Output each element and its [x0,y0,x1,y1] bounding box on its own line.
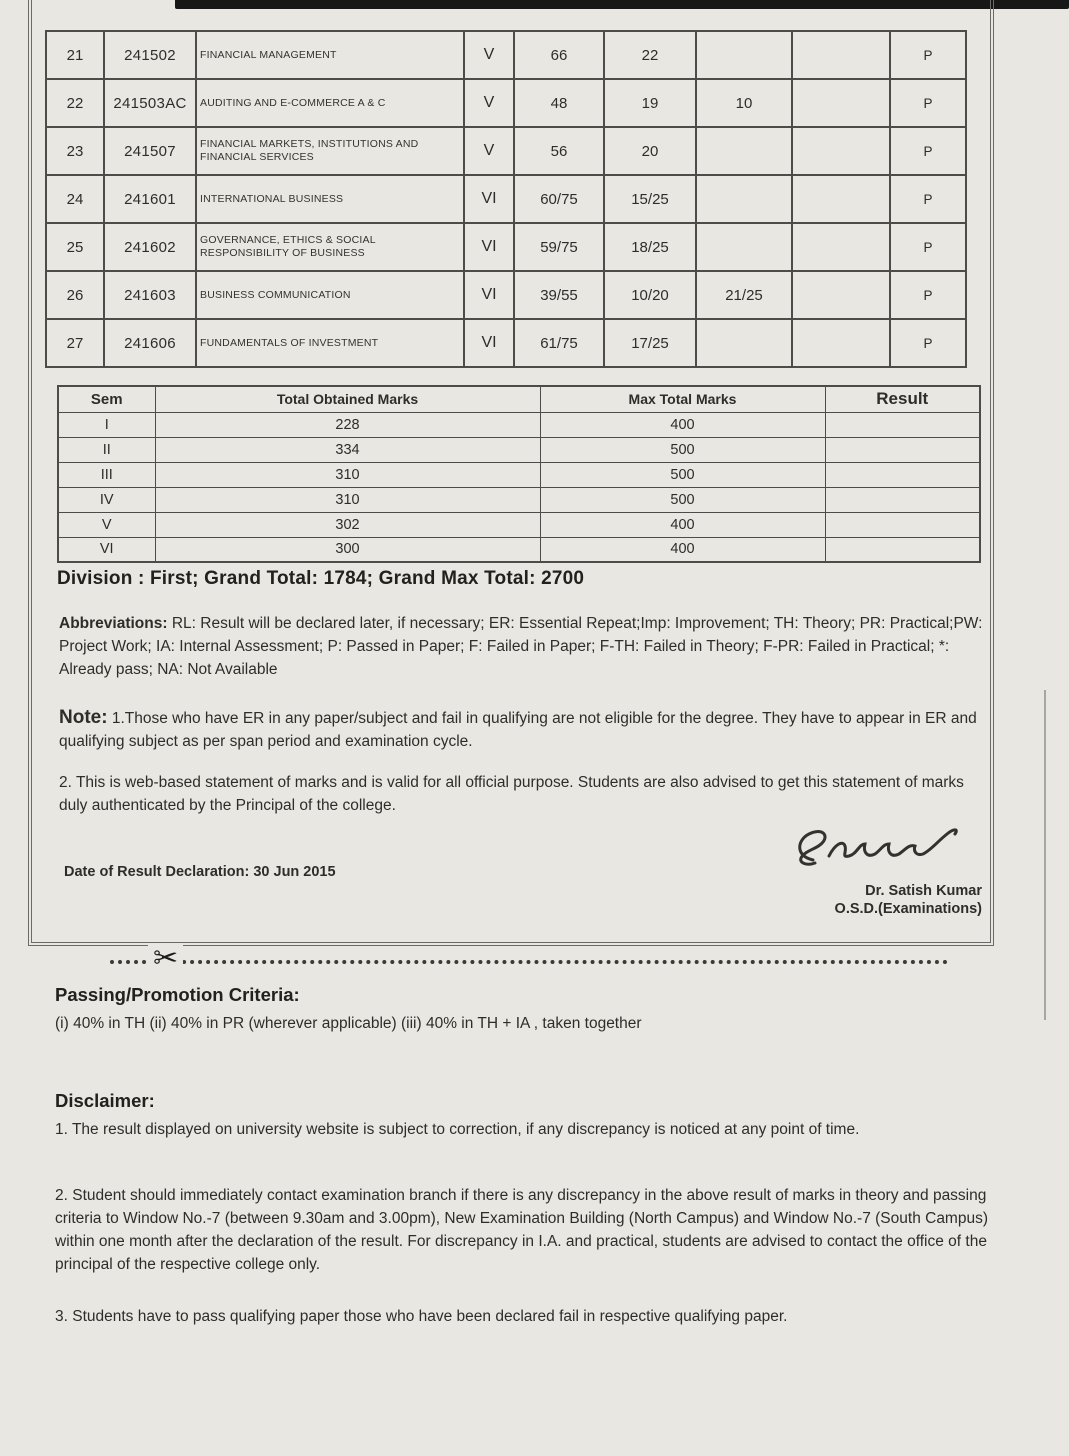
sem-cell: VI [58,537,155,562]
passing-criteria-heading: Passing/Promotion Criteria: [55,984,300,1005]
paper-name-cell: INTERNATIONAL BUSINESS [196,175,464,223]
extra-marks-cell [792,127,890,175]
ia-marks-cell: 20 [604,127,696,175]
paper-code-cell: 241602 [104,223,196,271]
extra-marks-cell [792,271,890,319]
table-row [46,79,966,127]
disclaimer-item-2: 2. Student should immediately contact examination branch if there is any discrepancy in the above result of marks in theory and passing criteria to Window No.-7 (between 9.30am and 3.00pm), New Examination Building (North Campus) and Window No.-7 (South Campus) within one month after the declaration of the result. For discrepancy in I.A. and practical, students are advised to contact the office of the principal of the respective college only. [55,1187,988,1273]
semester-cell: V [464,79,514,127]
table-row [46,127,966,175]
paper-code-cell: 241603 [104,271,196,319]
practical-marks-cell [696,175,792,223]
obtained-cell: 302 [155,512,540,537]
obtained-cell: 228 [155,412,540,437]
summary-row [58,512,980,537]
sem-cell: V [58,512,155,537]
note-label: Note: [59,707,108,728]
paper-code-cell: 241502 [104,31,196,79]
result-cell [825,537,980,562]
theory-marks-cell: 48 [514,79,604,127]
sem-cell: I [58,412,155,437]
max-cell: 500 [540,487,825,512]
result-cell [825,512,980,537]
obtained-cell: 300 [155,537,540,562]
serial-cell: 25 [46,223,104,271]
scan-artifact-right-line [1044,690,1046,1020]
theory-marks-cell: 60/75 [514,175,604,223]
paper-name-cell: AUDITING AND E-COMMERCE A & C [196,79,464,127]
max-cell: 400 [540,537,825,562]
semester-cell: V [464,31,514,79]
max-cell: 400 [540,512,825,537]
max-cell: 500 [540,437,825,462]
paper-name-cell: BUSINESS COMMUNICATION [196,271,464,319]
result-cell [825,462,980,487]
serial-cell: 26 [46,271,104,319]
serial-cell: 21 [46,31,104,79]
max-cell: 500 [540,462,825,487]
semester-cell: V [464,127,514,175]
semester-cell: VI [464,175,514,223]
header-obtained: Total Obtained Marks [155,386,540,412]
practical-marks-cell: 10 [696,79,792,127]
result-cell: P [890,271,966,319]
summary-row [58,537,980,562]
paper-name-cell: FINANCIAL MANAGEMENT [196,31,464,79]
ia-marks-cell: 22 [604,31,696,79]
scissors-icon: ✂ [148,944,183,974]
division-grand-total-line: Division : First; Grand Total: 1784; Grand Max Total: 2700 [57,568,585,589]
abbreviations-text: RL: Result will be declared later, if necessary; ER: Essential Repeat;Imp: Improvement; TH: Theory; PR: Practical;PW: Project Work; IA: Internal Assessment; P: Passed in Paper; F: Failed in Paper; F-TH: Failed in Theory; F-PR: Failed in Practical; *: Already pass; NA: Not Available [59,615,983,678]
practical-marks-cell [696,223,792,271]
practical-marks-cell [696,319,792,367]
extra-marks-cell [792,175,890,223]
signatory-title: O.S.D.(Examinations) [834,901,982,917]
paper-name-cell: FUNDAMENTALS OF INVESTMENT [196,319,464,367]
practical-marks-cell: 21/25 [696,271,792,319]
header-max: Max Total Marks [540,386,825,412]
semester-cell: VI [464,223,514,271]
abbreviations-label: Abbreviations: [59,615,168,632]
summary-header-row [58,386,980,412]
ia-marks-cell: 19 [604,79,696,127]
summary-row [58,412,980,437]
obtained-cell: 334 [155,437,540,462]
table-row [46,175,966,223]
practical-marks-cell [696,127,792,175]
paper-code-cell: 241601 [104,175,196,223]
sem-cell: II [58,437,155,462]
summary-row [58,487,980,512]
theory-marks-cell: 66 [514,31,604,79]
signatory-block [835,882,982,918]
disclaimer-item-3: 3. Students have to pass qualifying paper those who have been declared fail in respective qualifying paper. [55,1308,788,1325]
result-cell: P [890,223,966,271]
theory-marks-cell: 61/75 [514,319,604,367]
abbreviations-paragraph [59,612,991,681]
marksheet-border-box [28,0,994,946]
result-cell [825,437,980,462]
serial-cell: 23 [46,127,104,175]
paper-code-cell: 241507 [104,127,196,175]
max-cell: 400 [540,412,825,437]
obtained-cell: 310 [155,462,540,487]
result-cell: P [890,31,966,79]
extra-marks-cell [792,223,890,271]
cut-here-dotted-line [110,960,948,964]
passing-criteria-text: (i) 40% in TH (ii) 40% in PR (wherever applicable) (iii) 40% in TH + IA , taken together [55,1015,642,1032]
result-cell: P [890,127,966,175]
serial-cell: 24 [46,175,104,223]
disclaimer-heading: Disclaimer: [55,1090,155,1111]
header-result: Result [825,386,980,412]
result-declaration-date: Date of Result Declaration: 30 Jun 2015 [64,864,336,880]
serial-cell: 27 [46,319,104,367]
extra-marks-cell [792,31,890,79]
table-row [46,271,966,319]
ia-marks-cell: 10/20 [604,271,696,319]
header-sem: Sem [58,386,155,412]
result-cell: P [890,79,966,127]
ia-marks-cell: 17/25 [604,319,696,367]
theory-marks-cell: 56 [514,127,604,175]
extra-marks-cell [792,319,890,367]
note-item-1: 1.Those who have ER in any paper/subject and fail in qualifying are not eligible for the degree. They have to appear in ER and qualifying subject as per span period and examination cycle. [59,710,977,750]
obtained-cell: 310 [155,487,540,512]
paper-name-cell: GOVERNANCE, ETHICS & SOCIAL RESPONSIBILITY OF BUSINESS [196,223,464,271]
signatory-name: Dr. Satish Kumar [865,883,982,899]
serial-cell: 22 [46,79,104,127]
signature-image [780,816,990,872]
result-cell: P [890,175,966,223]
disclaimer-item-1: 1. The result displayed on university website is subject to correction, if any discrepancy is noticed at any point of time. [55,1121,860,1138]
theory-marks-cell: 59/75 [514,223,604,271]
marks-table [45,30,967,368]
semester-cell: VI [464,271,514,319]
ia-marks-cell: 15/25 [604,175,696,223]
semester-cell: VI [464,319,514,367]
result-cell: P [890,319,966,367]
sem-cell: III [58,462,155,487]
practical-marks-cell [696,31,792,79]
note-item-2: 2. This is web-based statement of marks and is valid for all official purpose. Students are also advised to get this statement of marks duly authenticated by the Principal of the college. [59,774,964,814]
summary-row [58,437,980,462]
paper-code-cell: 241503AC [104,79,196,127]
note-paragraph [59,706,991,753]
sem-cell: IV [58,487,155,512]
semester-summary-table [57,385,981,563]
result-cell [825,487,980,512]
ia-marks-cell: 18/25 [604,223,696,271]
extra-marks-cell [792,79,890,127]
paper-name-cell: FINANCIAL MARKETS, INSTITUTIONS AND FINANCIAL SERVICES [196,127,464,175]
table-row [46,31,966,79]
table-row [46,223,966,271]
theory-marks-cell: 39/55 [514,271,604,319]
paper-code-cell: 241606 [104,319,196,367]
summary-row [58,462,980,487]
table-row [46,319,966,367]
result-cell [825,412,980,437]
